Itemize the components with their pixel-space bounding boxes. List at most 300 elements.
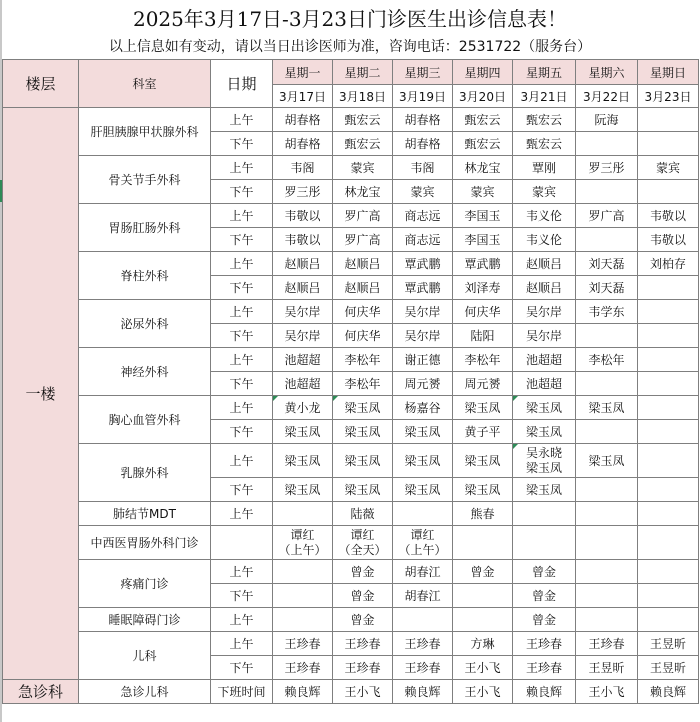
doctor-cell[interactable] <box>393 372 453 396</box>
doctor-name: 梁玉凤 <box>404 483 441 497</box>
doctor-cell[interactable] <box>393 252 453 276</box>
doctor-cell[interactable] <box>273 444 333 478</box>
doctor-name: 蒙宾 <box>350 161 375 175</box>
doctor-cell[interactable] <box>273 420 333 444</box>
doctor-name: 王珍春 <box>525 661 562 675</box>
doctor-cell[interactable] <box>576 396 638 420</box>
doctor-cell[interactable] <box>333 608 393 632</box>
doctor-name: 王珍春 <box>284 637 321 651</box>
doctor-cell[interactable] <box>638 348 699 372</box>
doctor-cell[interactable] <box>513 180 576 204</box>
doctor-cell[interactable] <box>513 420 576 444</box>
doctor-cell[interactable] <box>393 584 453 608</box>
doctor-cell[interactable] <box>333 132 393 156</box>
doctor-cell[interactable] <box>638 180 699 204</box>
dept-name: 胸心血管外科 <box>79 396 211 444</box>
doctor-cell[interactable] <box>576 444 638 478</box>
doctor-cell[interactable] <box>333 584 393 608</box>
doctor-cell[interactable] <box>513 204 576 228</box>
doctor-cell[interactable] <box>393 276 453 300</box>
doctor-cell[interactable] <box>638 560 699 584</box>
slot-label: 下午 <box>211 132 273 156</box>
doctor-cell[interactable] <box>576 276 638 300</box>
doctor-name: 何庆华 <box>344 329 381 343</box>
doctor-cell[interactable] <box>333 560 393 584</box>
doctor-cell[interactable] <box>453 656 513 680</box>
doctor-cell[interactable] <box>576 632 638 656</box>
doctor-cell[interactable] <box>576 156 638 180</box>
doctor-name: 池超超 <box>284 377 321 391</box>
doctor-cell[interactable] <box>453 396 513 420</box>
doctor-cell[interactable] <box>638 444 699 478</box>
doctor-cell[interactable] <box>576 180 638 204</box>
doctor-cell[interactable] <box>576 584 638 608</box>
doctor-cell[interactable] <box>393 420 453 444</box>
doctor-name: 梁玉凤 <box>525 483 562 497</box>
doctor-cell[interactable] <box>393 132 453 156</box>
doctor-name: 胡春格 <box>284 113 321 127</box>
doctor-cell[interactable] <box>513 396 576 420</box>
doctor-name: 赖良辉 <box>404 685 441 699</box>
doctor-cell[interactable] <box>393 632 453 656</box>
doctor-cell[interactable] <box>453 584 513 608</box>
doctor-cell[interactable] <box>393 228 453 252</box>
doctor-cell[interactable] <box>273 608 333 632</box>
doctor-name: 胡春格 <box>404 113 441 127</box>
doctor-cell[interactable] <box>638 156 699 180</box>
doctor-cell[interactable] <box>273 372 333 396</box>
doctor-name: 韦阁 <box>290 161 315 175</box>
doctor-cell[interactable] <box>513 560 576 584</box>
doctor-cell[interactable] <box>638 108 699 132</box>
doctor-cell[interactable] <box>576 132 638 156</box>
doctor-name: 刘天磊 <box>588 257 625 271</box>
table-row <box>3 526 699 560</box>
doctor-cell[interactable] <box>273 656 333 680</box>
doctor-cell[interactable] <box>513 324 576 348</box>
floor-label-1: 一楼 <box>3 108 79 680</box>
doctor-cell[interactable] <box>273 300 333 324</box>
doctor-cell[interactable] <box>513 478 576 502</box>
slot-label: 下午 <box>211 372 273 396</box>
doctor-cell[interactable] <box>333 396 393 420</box>
doctor-cell[interactable] <box>273 204 333 228</box>
doctor-name: 王小飞 <box>464 661 501 675</box>
slot-label: 下班时间 <box>211 680 273 704</box>
dept-name: 儿科 <box>79 632 211 680</box>
doctor-name: 商志远 <box>404 233 441 247</box>
doctor-cell[interactable] <box>576 252 638 276</box>
doctor-name: 韦敬以 <box>649 209 686 223</box>
doctor-name: 胡春格 <box>284 137 321 151</box>
doctor-cell[interactable] <box>393 108 453 132</box>
doctor-cell[interactable] <box>638 656 699 680</box>
doctor-cell[interactable] <box>638 396 699 420</box>
doctor-cell[interactable] <box>453 252 513 276</box>
slot-label: 下午 <box>211 420 273 444</box>
doctor-cell[interactable] <box>576 560 638 584</box>
doctor-name: 刘泽寿 <box>464 281 501 295</box>
doctor-name: 阮海 <box>594 113 619 127</box>
dept-name: 肝胆胰腺甲状腺外科 <box>79 108 211 156</box>
doctor-name: 刘柏存 <box>649 257 686 271</box>
doctor-cell[interactable] <box>513 632 576 656</box>
doctor-cell[interactable] <box>576 204 638 228</box>
doctor-cell[interactable] <box>453 680 513 704</box>
doctor-cell[interactable] <box>513 584 576 608</box>
doctor-cell[interactable] <box>513 372 576 396</box>
doctor-cell[interactable] <box>333 372 393 396</box>
doctor-name: 罗三彤 <box>588 161 625 175</box>
doctor-cell[interactable] <box>333 420 393 444</box>
doctor-name: 蒙宾 <box>470 185 495 199</box>
slot-label: 上午 <box>211 108 273 132</box>
dept-name: 乳腺外科 <box>79 444 211 502</box>
header-date-sun: 3月23日 <box>638 85 699 108</box>
doctor-name: 黄子平 <box>464 425 501 439</box>
table-row <box>3 396 699 420</box>
doctor-cell[interactable] <box>273 502 333 526</box>
doctor-cell[interactable] <box>513 276 576 300</box>
doctor-name: 何庆华 <box>464 305 501 319</box>
doctor-name: 甄宏云 <box>344 113 381 127</box>
doctor-cell[interactable] <box>273 478 333 502</box>
doctor-cell[interactable] <box>638 608 699 632</box>
doctor-cell[interactable] <box>576 526 638 560</box>
schedule-table <box>2 59 699 704</box>
doctor-name: 谭红 （上午） <box>398 527 447 557</box>
doctor-cell[interactable] <box>333 478 393 502</box>
header-row-days <box>3 60 699 85</box>
doctor-cell[interactable] <box>576 608 638 632</box>
doctor-name: 王珍春 <box>284 661 321 675</box>
doctor-cell[interactable] <box>513 444 576 478</box>
doctor-cell[interactable] <box>453 420 513 444</box>
doctor-cell[interactable] <box>638 584 699 608</box>
doctor-cell[interactable] <box>513 252 576 276</box>
doctor-name: 吴尔岸 <box>284 305 321 319</box>
doctor-cell[interactable] <box>393 324 453 348</box>
doctor-cell[interactable] <box>576 680 638 704</box>
doctor-cell[interactable] <box>333 252 393 276</box>
table-row <box>3 502 699 526</box>
doctor-name: 何庆华 <box>344 305 381 319</box>
doctor-name: 韦敬以 <box>284 209 321 223</box>
table-row <box>3 156 699 180</box>
table-row <box>3 608 699 632</box>
doctor-name: 吴尔岸 <box>525 305 562 319</box>
doctor-cell[interactable] <box>333 108 393 132</box>
doctor-name: 曾金 <box>531 589 556 603</box>
dept-name: 睡眠障碍门诊 <box>79 608 211 632</box>
doctor-name: 韦敬以 <box>284 233 321 247</box>
doctor-cell[interactable] <box>393 608 453 632</box>
doctor-cell[interactable] <box>393 348 453 372</box>
dept-name: 中西医胃肠外科门诊 <box>79 526 211 560</box>
doctor-name: 王珍春 <box>404 661 441 675</box>
header-date-thu: 3月20日 <box>453 85 513 108</box>
doctor-name: 甄宏云 <box>344 137 381 151</box>
doctor-cell[interactable] <box>576 372 638 396</box>
doctor-cell[interactable] <box>333 180 393 204</box>
doctor-name: 梁玉凤 <box>525 425 562 439</box>
doctor-cell[interactable] <box>453 132 513 156</box>
doctor-name: 周元赟 <box>464 377 501 391</box>
doctor-cell[interactable] <box>513 132 576 156</box>
doctor-name: 蒙宾 <box>655 161 680 175</box>
doctor-cell[interactable] <box>453 608 513 632</box>
doctor-cell[interactable] <box>453 444 513 478</box>
dept-name: 胃肠肛肠外科 <box>79 204 211 252</box>
doctor-cell[interactable] <box>453 348 513 372</box>
doctor-cell[interactable] <box>453 324 513 348</box>
doctor-cell[interactable] <box>638 502 699 526</box>
slot-label: 上午 <box>211 608 273 632</box>
doctor-cell[interactable] <box>333 632 393 656</box>
doctor-cell[interactable] <box>273 276 333 300</box>
doctor-cell[interactable] <box>333 300 393 324</box>
doctor-name: 赵顺吕 <box>284 257 321 271</box>
doctor-name: 甄宏云 <box>525 113 562 127</box>
table-row <box>3 560 699 584</box>
doctor-name: 曾金 <box>350 589 375 603</box>
doctor-cell[interactable] <box>393 396 453 420</box>
doctor-name: 韦义伦 <box>525 233 562 247</box>
doctor-name: 王珍春 <box>344 661 381 675</box>
doctor-cell[interactable] <box>333 324 393 348</box>
doctor-cell[interactable] <box>638 632 699 656</box>
doctor-name: 李松年 <box>344 353 381 367</box>
doctor-cell[interactable] <box>576 324 638 348</box>
doctor-cell[interactable] <box>273 132 333 156</box>
doctor-name: 刘天磊 <box>588 281 625 295</box>
doctor-cell[interactable] <box>453 180 513 204</box>
doctor-cell[interactable] <box>638 420 699 444</box>
doctor-cell[interactable] <box>393 560 453 584</box>
doctor-name: 王珍春 <box>344 637 381 651</box>
doctor-name: 胡春江 <box>404 589 441 603</box>
doctor-cell[interactable] <box>453 276 513 300</box>
table-row <box>3 632 699 656</box>
doctor-cell[interactable] <box>638 526 699 560</box>
doctor-name: 谭红 （全天） <box>338 527 387 557</box>
doctor-cell[interactable] <box>273 156 333 180</box>
slot-label: 上午 <box>211 396 273 420</box>
doctor-cell[interactable] <box>453 156 513 180</box>
doctor-cell[interactable] <box>513 608 576 632</box>
doctor-name: 罗广高 <box>344 209 381 223</box>
doctor-name: 罗广高 <box>588 209 625 223</box>
slot-label: 下午 <box>211 180 273 204</box>
doctor-cell[interactable] <box>576 348 638 372</box>
doctor-cell[interactable] <box>453 478 513 502</box>
doctor-cell[interactable] <box>576 502 638 526</box>
doctor-name: 罗广高 <box>344 233 381 247</box>
doctor-cell[interactable] <box>513 502 576 526</box>
doctor-name: 甄宏云 <box>464 113 501 127</box>
doctor-cell[interactable] <box>638 252 699 276</box>
doctor-cell[interactable] <box>333 502 393 526</box>
header-date-wed: 3月19日 <box>393 85 453 108</box>
header-date-mon: 3月17日 <box>273 85 333 108</box>
doctor-cell[interactable] <box>513 300 576 324</box>
doctor-cell[interactable] <box>273 396 333 420</box>
doctor-name: 韦阁 <box>410 161 435 175</box>
doctor-cell[interactable] <box>576 228 638 252</box>
doctor-cell[interactable] <box>638 324 699 348</box>
doctor-cell[interactable] <box>576 300 638 324</box>
doctor-cell[interactable] <box>576 420 638 444</box>
doctor-cell[interactable] <box>273 680 333 704</box>
doctor-cell[interactable] <box>453 300 513 324</box>
doctor-cell[interactable] <box>333 656 393 680</box>
doctor-cell[interactable] <box>273 348 333 372</box>
doctor-cell[interactable] <box>273 632 333 656</box>
doctor-cell[interactable] <box>453 228 513 252</box>
doctor-cell[interactable] <box>513 348 576 372</box>
doctor-cell[interactable] <box>333 228 393 252</box>
dept-name: 神经外科 <box>79 348 211 396</box>
doctor-cell[interactable] <box>273 324 333 348</box>
doctor-name: 韦义伦 <box>525 209 562 223</box>
header-day-tue: 星期二 <box>333 60 393 85</box>
doctor-cell[interactable] <box>393 502 453 526</box>
doctor-name: 林龙宝 <box>464 161 501 175</box>
doctor-cell[interactable] <box>453 632 513 656</box>
slot-label: 下午 <box>211 324 273 348</box>
doctor-name: 王昱昕 <box>588 661 625 675</box>
doctor-name: 赵顺吕 <box>344 257 381 271</box>
doctor-cell[interactable] <box>393 156 453 180</box>
doctor-name: 梁玉凤 <box>404 425 441 439</box>
doctor-cell[interactable] <box>273 228 333 252</box>
doctor-cell[interactable] <box>453 204 513 228</box>
doctor-name: 谭红 （上午） <box>278 527 327 557</box>
doctor-name: 梁玉凤 <box>525 401 562 415</box>
doctor-cell[interactable] <box>453 526 513 560</box>
doctor-name: 梁玉凤 <box>344 483 381 497</box>
doctor-cell[interactable] <box>273 252 333 276</box>
doctor-name: 商志远 <box>404 209 441 223</box>
slot-label: 上午 <box>211 560 273 584</box>
doctor-name: 曾金 <box>350 613 375 627</box>
doctor-cell[interactable] <box>513 228 576 252</box>
dept-name: 泌尿外科 <box>79 300 211 348</box>
table-row <box>3 444 699 478</box>
doctor-cell[interactable] <box>513 156 576 180</box>
doctor-cell[interactable] <box>576 108 638 132</box>
doctor-cell[interactable] <box>638 300 699 324</box>
doctor-name: 赖良辉 <box>525 685 562 699</box>
doctor-name: 甄宏云 <box>525 137 562 151</box>
doctor-name: 曾金 <box>470 565 495 579</box>
doctor-name: 梁玉凤 <box>284 483 321 497</box>
doctor-cell[interactable] <box>638 372 699 396</box>
doctor-name: 梁玉凤 <box>588 454 625 468</box>
doctor-cell[interactable] <box>453 372 513 396</box>
doctor-name: 罗三彤 <box>284 185 321 199</box>
slot-label: 上午 <box>211 252 273 276</box>
doctor-cell[interactable] <box>333 348 393 372</box>
doctor-cell[interactable] <box>513 656 576 680</box>
doctor-name: 曾金 <box>531 565 556 579</box>
doctor-cell[interactable] <box>333 526 393 560</box>
doctor-name: 赵顺吕 <box>344 281 381 295</box>
doctor-cell[interactable] <box>576 656 638 680</box>
doctor-name: 赵顺吕 <box>284 281 321 295</box>
doctor-cell[interactable] <box>638 228 699 252</box>
doctor-cell[interactable] <box>393 444 453 478</box>
doctor-name: 蒙宾 <box>410 185 435 199</box>
doctor-name: 赖良辉 <box>284 685 321 699</box>
doctor-cell[interactable] <box>333 680 393 704</box>
doctor-cell[interactable] <box>273 560 333 584</box>
doctor-cell[interactable] <box>393 180 453 204</box>
doctor-cell[interactable] <box>638 204 699 228</box>
doctor-cell[interactable] <box>393 204 453 228</box>
doctor-cell[interactable] <box>513 526 576 560</box>
doctor-name: 李松年 <box>588 353 625 367</box>
doctor-cell[interactable] <box>453 502 513 526</box>
doctor-cell[interactable] <box>393 300 453 324</box>
doctor-name: 梁玉凤 <box>344 425 381 439</box>
doctor-cell[interactable] <box>513 108 576 132</box>
doctor-name: 赖良辉 <box>649 685 686 699</box>
dept-name: 肺结节MDT <box>79 502 211 526</box>
doctor-cell[interactable] <box>273 180 333 204</box>
doctor-cell[interactable] <box>453 108 513 132</box>
doctor-name: 曾金 <box>531 613 556 627</box>
slot-label: 上午 <box>211 502 273 526</box>
doctor-cell[interactable] <box>453 560 513 584</box>
doctor-cell[interactable] <box>333 156 393 180</box>
doctor-name: 梁玉凤 <box>344 454 381 468</box>
doctor-cell[interactable] <box>393 680 453 704</box>
table-row <box>3 108 699 132</box>
doctor-cell[interactable] <box>333 444 393 478</box>
header-date: 日期 <box>211 60 273 108</box>
doctor-cell[interactable] <box>333 204 393 228</box>
doctor-cell[interactable] <box>638 276 699 300</box>
header-day-sat: 星期六 <box>576 60 638 85</box>
doctor-cell[interactable] <box>393 478 453 502</box>
table-row <box>3 204 699 228</box>
doctor-name: 王昱昕 <box>649 661 686 675</box>
slot-label: 下午 <box>211 228 273 252</box>
doctor-cell[interactable] <box>638 680 699 704</box>
slot-label <box>211 526 273 560</box>
doctor-name: 王小飞 <box>344 685 381 699</box>
doctor-name: 梁玉凤 <box>344 401 381 415</box>
doctor-cell[interactable] <box>513 680 576 704</box>
page-title: 2025年3月17日-3月23日门诊医生出诊信息表！ <box>132 7 567 31</box>
doctor-cell[interactable] <box>393 656 453 680</box>
header-day-thu: 星期四 <box>453 60 513 85</box>
doctor-cell[interactable] <box>638 478 699 502</box>
doctor-name: 王小飞 <box>588 685 625 699</box>
doctor-name: 梁玉凤 <box>464 483 501 497</box>
doctor-cell[interactable] <box>273 108 333 132</box>
doctor-cell[interactable] <box>273 584 333 608</box>
doctor-cell[interactable] <box>576 478 638 502</box>
doctor-cell[interactable] <box>273 526 333 560</box>
doctor-cell[interactable] <box>333 276 393 300</box>
header-day-wed: 星期三 <box>393 60 453 85</box>
doctor-cell[interactable] <box>638 132 699 156</box>
slot-label: 上午 <box>211 632 273 656</box>
doctor-cell[interactable] <box>393 526 453 560</box>
doctor-name: 池超超 <box>525 353 562 367</box>
